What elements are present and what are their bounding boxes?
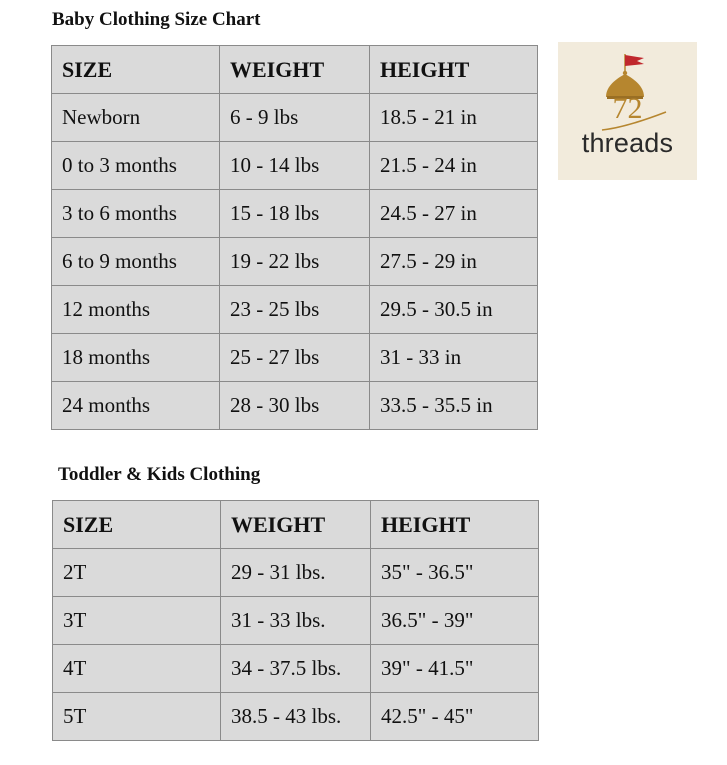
weight-cell: 25 - 27 lbs: [220, 334, 370, 382]
height-cell: 39" - 41.5": [371, 645, 539, 693]
weight-cell: 23 - 25 lbs: [220, 286, 370, 334]
height-cell: 42.5" - 45": [371, 693, 539, 741]
table-row: [52, 142, 538, 190]
table-row: [52, 334, 538, 382]
weight-cell: 10 - 14 lbs: [220, 142, 370, 190]
size-cell: 12 months: [52, 286, 220, 334]
size-cell: Newborn: [52, 94, 220, 142]
table-row: [52, 382, 538, 430]
table-header-row: [53, 501, 539, 549]
logo-number: 72: [612, 92, 643, 125]
baby-size-table: [51, 45, 538, 430]
weight-cell: 34 - 37.5 lbs.: [221, 645, 371, 693]
size-cell: 2T: [53, 549, 221, 597]
weight-header: WEIGHT: [221, 501, 371, 549]
logo-wordmark: threads: [581, 128, 674, 158]
height-cell: 24.5 - 27 in: [370, 190, 538, 238]
size-cell: 0 to 3 months: [52, 142, 220, 190]
kids-size-table: [52, 500, 539, 741]
weight-cell: 29 - 31 lbs.: [221, 549, 371, 597]
weight-cell: 6 - 9 lbs: [220, 94, 370, 142]
size-cell: 3 to 6 months: [52, 190, 220, 238]
height-cell: 33.5 - 35.5 in: [370, 382, 538, 430]
table-row: [52, 286, 538, 334]
table-row: [53, 597, 539, 645]
size-cell: 4T: [53, 645, 221, 693]
weight-header: WEIGHT: [220, 46, 370, 94]
baby-table-body: [52, 94, 538, 430]
height-cell: 36.5" - 39": [371, 597, 539, 645]
table-header-row: [52, 46, 538, 94]
weight-cell: 19 - 22 lbs: [220, 238, 370, 286]
table-row: [53, 645, 539, 693]
size-cell: 6 to 9 months: [52, 238, 220, 286]
size-header: SIZE: [53, 501, 221, 549]
height-header: HEIGHT: [371, 501, 539, 549]
kids-chart-title: Toddler & Kids Clothing: [58, 464, 261, 485]
height-header: HEIGHT: [370, 46, 538, 94]
size-cell: 3T: [53, 597, 221, 645]
weight-cell: 38.5 - 43 lbs.: [221, 693, 371, 741]
baby-chart-title: Baby Clothing Size Chart: [52, 9, 261, 30]
height-cell: 31 - 33 in: [370, 334, 538, 382]
size-cell: 18 months: [52, 334, 220, 382]
size-header: SIZE: [52, 46, 220, 94]
weight-cell: 28 - 30 lbs: [220, 382, 370, 430]
brand-logo: [558, 42, 697, 180]
table-row: [52, 238, 538, 286]
table-row: [53, 549, 539, 597]
size-cell: 24 months: [52, 382, 220, 430]
kids-table-body: [53, 549, 539, 741]
height-cell: 27.5 - 29 in: [370, 238, 538, 286]
table-row: [53, 693, 539, 741]
size-cell: 5T: [53, 693, 221, 741]
weight-cell: 31 - 33 lbs.: [221, 597, 371, 645]
table-row: [52, 94, 538, 142]
table-row: [52, 190, 538, 238]
height-cell: 21.5 - 24 in: [370, 142, 538, 190]
height-cell: 18.5 - 21 in: [370, 94, 538, 142]
height-cell: 29.5 - 30.5 in: [370, 286, 538, 334]
weight-cell: 15 - 18 lbs: [220, 190, 370, 238]
height-cell: 35" - 36.5": [371, 549, 539, 597]
